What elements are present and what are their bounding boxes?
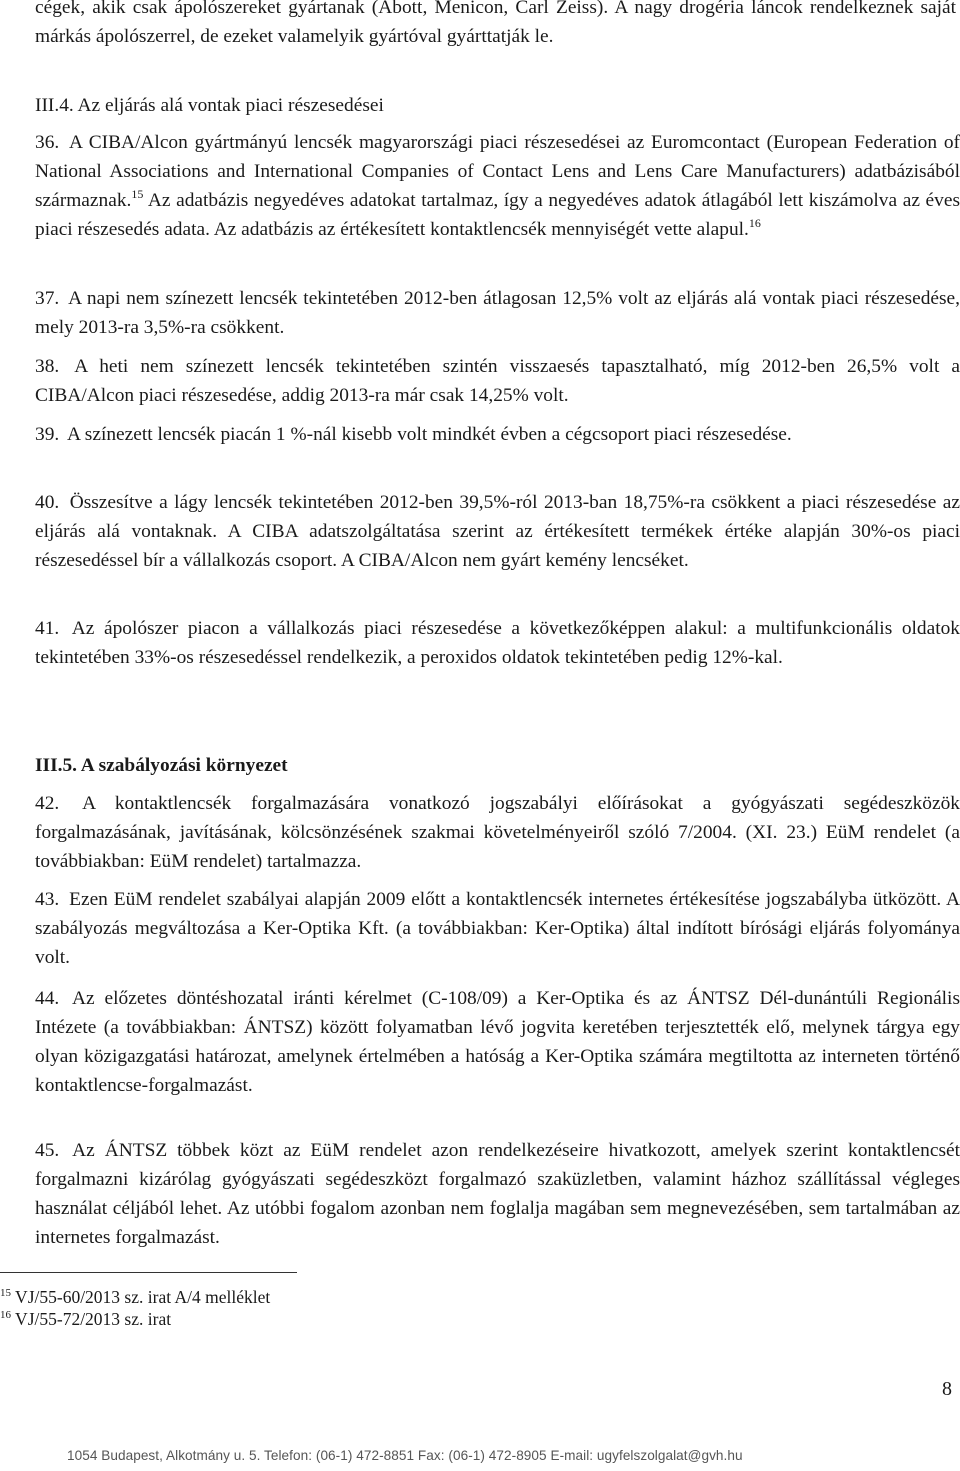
paragraph-41-number: 41.: [35, 618, 60, 639]
paragraph-38: [35, 352, 960, 410]
section-heading-5: [35, 751, 288, 780]
intro-text: cégek, akik csak ápolószereket gyártanak (Abott, Menicon, Carl Zeiss). A nagy drogéria láncok rendelkeznek saját márkás ápolószerrel, de ezeket valamelyik gyártóval gyárttatják le.: [35, 0, 956, 47]
paragraph-41-text: Az ápolószer piacon a vállalkozás piaci részesedése a következőképpen alakul: a multifunkcionális oldatok tekintetében 33%-os részesedéssel rendelkezik, a peroxidos oldatok tekintetében pedig 12%-kal.: [35, 618, 960, 668]
paragraph-42: [35, 789, 960, 876]
paragraph-39-number: 39.: [35, 424, 60, 445]
paragraph-39: [35, 420, 960, 449]
paragraph-36-text-b: Az adatbázis negyedéves adatokat tartalmaz, így a negyedéves adatok átlagából lett kiszámolva az éves piaci részesedés adata. Az adatbázis az értékesített kontaktlencsék mennyiségét vette alapul.: [35, 190, 960, 240]
paragraph-41: [35, 614, 960, 672]
paragraph-42-number: 42.: [35, 793, 60, 814]
footnote-15-text: VJ/55-60/2013 sz. irat A/4 melléklet: [11, 1287, 271, 1307]
paragraph-37-text: A napi nem színezett lencsék tekintetében 2012-ben átlagosan 12,5% volt az eljárás alá vontak piaci részesedése, mely 2013-ra 3,5%-ra csökkent.: [35, 288, 960, 338]
paragraph-38-number: 38.: [35, 356, 60, 377]
paragraph-43-text: Ezen EüM rendelet szabályai alapján 2009 előtt a kontaktlencsék internetes értékesítése jogszabályba ütközött. A szabályozás megváltozása a Ker-Optika Kft. (a továbbiakban: Ker-Optika) által indított bírósági eljárás folyománya volt.: [35, 889, 960, 968]
footnote-divider: [0, 1272, 297, 1273]
paragraph-44-text: Az előzetes döntéshozatal iránti kérelmet (C-108/09) a Ker-Optika és az ÁNTSZ Dél-dunántúli Regionális Intézete (a továbbiakban: ÁNTSZ) között folyamatban lévő jogvita keretében terjesztették elő, melynek tárgya egy olyan közigazgatási határozat, amelynek értelmében a hatóság a Ker-Optika számára megtiltotta az interneten történő kontaktlencse-forgalmazást.: [35, 988, 960, 1096]
paragraph-43-number: 43.: [35, 889, 60, 910]
page-number: 8: [942, 1378, 952, 1400]
paragraph-44-number: 44.: [35, 988, 60, 1009]
paragraph-36-number: 36.: [35, 132, 60, 153]
paragraph-43: [35, 885, 960, 972]
footnote-16-marker: 16: [0, 1309, 11, 1321]
paragraph-37: [35, 284, 960, 342]
paragraph-37-number: 37.: [35, 288, 60, 309]
paragraph-45-text: Az ÁNTSZ többek közt az EüM rendelet azon rendelkezéseire hivatkozott, amelyek szerint kontaktlencsét forgalmazni kizárólag gyógyászati segédeszközt forgalmazó szaküzletben, valamint házhoz szállítással végleges használat céljából lehet. Az utóbbi fogalom azonban nem foglalja magában sem megnevezésében, sem tartalmában az internetes forgalmazást.: [35, 1140, 960, 1248]
page-footer: 1054 Budapest, Alkotmány u. 5. Telefon: (06-1) 472-8851 Fax: (06-1) 472-8905 E-mail: ugyfelszolgalat@gvh.hu: [67, 1448, 743, 1463]
section-heading-5-text: III.5. A szabályozási környezet: [35, 755, 288, 776]
footnote-15: [0, 1285, 270, 1309]
footnote-ref-16[interactable]: 16: [748, 216, 761, 230]
paragraph-40-text: Összesítve a lágy lencsék tekintetében 2012-ben 39,5%-ról 2013-ban 18,75%-ra csökkent a piaci részesedése az eljárás alá vontaknak. A CIBA adatszolgáltatása szerint az értékesített termékek értéke alapján 30%-os piaci részesedéssel bír a vállalkozás csoport. A CIBA/Alcon nem gyárt kemény lencséket.: [35, 492, 960, 571]
footnote-16-text: VJ/55-72/2013 sz. irat: [11, 1309, 172, 1329]
paragraph-36: [35, 128, 960, 244]
paragraph-45: [35, 1136, 960, 1252]
paragraph-40-number: 40.: [35, 492, 60, 513]
intro-paragraph: [35, 0, 956, 51]
section-heading-4-text: III.4. Az eljárás alá vontak piaci részesedései: [35, 95, 384, 116]
paragraph-36-text-a: A CIBA/Alcon gyártmányú lencsék magyarországi piaci részesedései az Euromcontact (European Federation of National Associations and International Companies of Contact Lens and Lens Care Manufacturers) adatbázisából származnak.: [35, 132, 960, 211]
paragraph-45-number: 45.: [35, 1140, 60, 1161]
paragraph-40: [35, 488, 960, 575]
section-heading-4: [35, 91, 384, 120]
paragraph-44: [35, 984, 960, 1100]
paragraph-42-text: A kontaktlencsék forgalmazására vonatkozó jogszabályi előírásokat a gyógyászati segédeszközök forgalmazásának, javításának, kölcsönzésének szakmai követelményeiről szóló 7/2004. (XI. 23.) EüM rendelet (a továbbiakban: EüM rendelet) tartalmazza.: [35, 793, 960, 872]
footnote-ref-15[interactable]: 15: [131, 187, 144, 201]
paragraph-39-text: A színezett lencsék piacán 1 %-nál kisebb volt mindkét évben a cégcsoport piaci részesedése.: [67, 424, 792, 445]
footnote-16: [0, 1307, 171, 1331]
footnote-15-marker: 15: [0, 1287, 11, 1299]
paragraph-38-text: A heti nem színezett lencsék tekintetében szintén visszaesés tapasztalható, míg 2012-ben 26,5% volt a CIBA/Alcon piaci részesedése, addig 2013-ra már csak 14,25% volt.: [35, 356, 960, 406]
